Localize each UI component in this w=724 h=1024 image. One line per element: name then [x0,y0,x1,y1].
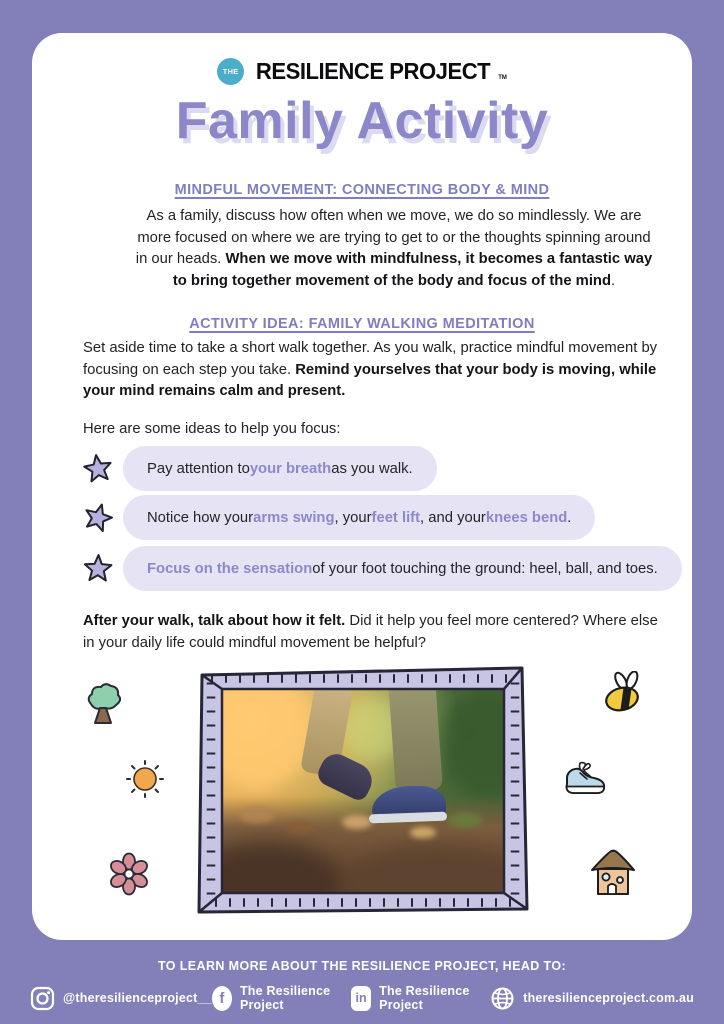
section1-bold-text: When we move with mindfulness, it becomes a fantastic way to bring together movement of the body and focus of the mind [172,251,653,289]
facebook-link[interactable] [212,984,351,1012]
idea-pill: Pay attention to your breath as you walk. [123,446,437,491]
closing-paragraph [83,611,661,654]
content-card [32,33,692,940]
closing-bold-text: After your walk, talk about how it felt. [83,613,346,629]
section1-paragraph [132,206,656,292]
tree-icon [82,681,124,729]
section2-text: Set aside time to take a short walk together. As you walk, practice mindful movement by focusing on each step you take. [83,340,658,378]
ideas-intro: Here are some ideas to help you focus: [83,421,341,437]
bullet-item-breath [82,446,437,491]
logo-name: RESILIENCE PROJECT [256,58,491,84]
website-url: theresilienceproject.com.au [523,991,694,1005]
house-icon [585,843,641,901]
hand-drawn-frame [194,663,532,918]
section2-paragraph [83,338,661,403]
linkedin-icon: in [351,986,371,1011]
instagram-icon [30,986,55,1011]
idea-pill: Notice how your arms swing , your feet lift , and your knees bend . [123,495,595,540]
website-link[interactable] [490,986,694,1011]
bullet-item-body [82,495,595,540]
section1-period: . [611,272,616,289]
framed-photo [194,663,532,918]
star-icon [81,552,114,585]
sneaker-icon [560,755,610,801]
logo-trademark: TM [498,75,507,81]
instagram-link[interactable] [30,986,212,1011]
footer-title: TO LEARN MORE ABOUT THE RESILIENCE PROJECT, HEAD TO: [157,959,567,973]
linkedin-name: The Resilience Project [379,984,470,1012]
bee-icon [594,671,650,715]
brand-logo [32,58,692,85]
footer-social-row [30,983,694,1013]
section2-heading: ACTIVITY IDEA: FAMILY WALKING MEDITATION [189,316,535,332]
flower-icon [106,851,152,897]
section1-heading: MINDFUL MOVEMENT: CONNECTING BODY & MIND [174,182,550,198]
instagram-handle: @theresilienceproject__ [63,991,212,1005]
bullet-item-sensation [82,546,682,591]
idea-pill: Focus on the sensation of your foot touching the ground: heel, ball, and toes. [123,546,682,591]
facebook-icon: f [212,986,232,1011]
closing-text: Did it help you feel more centered? Where else in your daily life could mindful movement be helpful? [83,613,658,651]
section1-text: As a family, discuss how often when we move, we do so mindlessly. We are more focused on where we are trying to get to or the thoughts spinning around in our heads. [135,208,651,267]
star-icon [80,450,116,486]
sun-icon [121,755,169,803]
page-title: Family Activity [175,92,549,150]
section2-bold-text: Remind yourselves that your body is moving, while your mind remains calm and present. [83,361,657,399]
globe-icon [490,986,515,1011]
facebook-name: The Resilience Project [239,984,331,1012]
star-icon [78,498,118,538]
logo-the-badge-icon: THE [217,58,244,85]
linkedin-link[interactable] [351,984,490,1012]
